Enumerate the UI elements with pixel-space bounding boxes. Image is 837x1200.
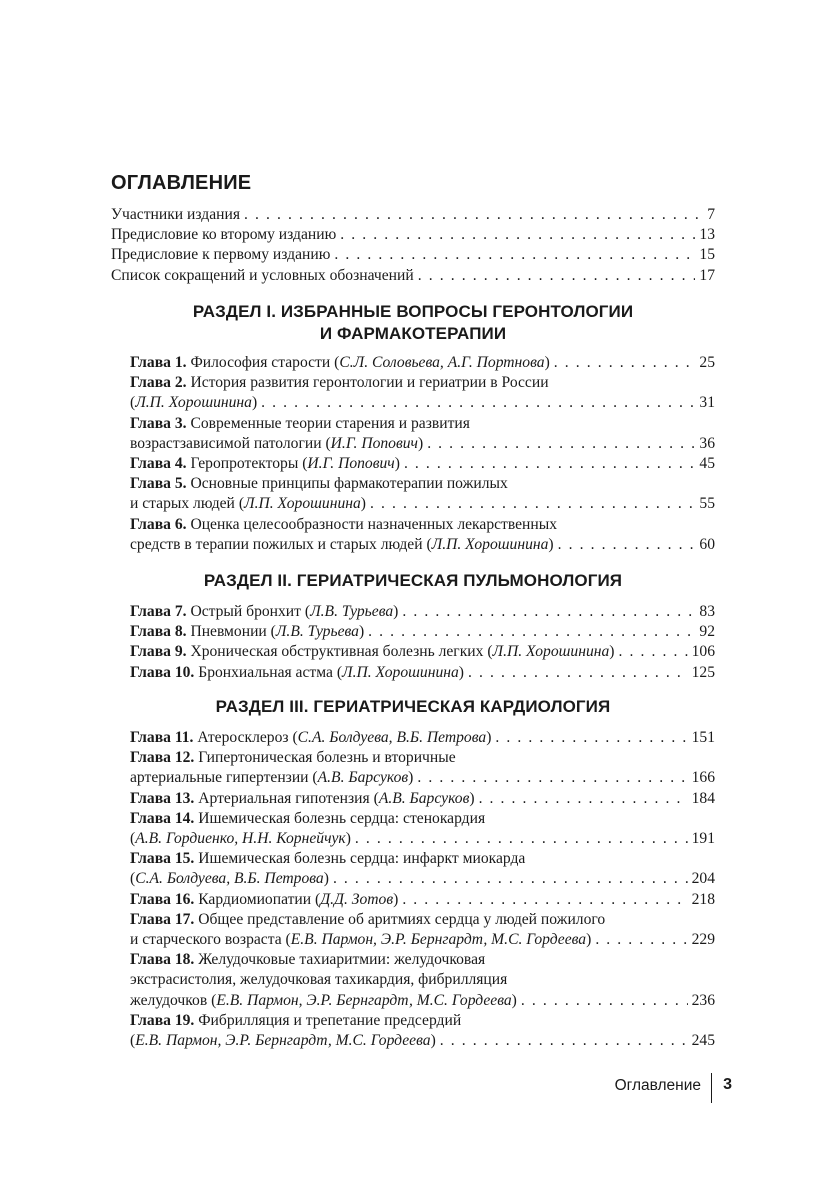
chapter-entry[interactable] (130, 748, 715, 788)
chapter-authors: А.В. Барсуков (317, 769, 409, 787)
chapter-final-line (130, 642, 715, 662)
chapter-label: Глава 12. (130, 749, 195, 767)
dot-leader (404, 454, 695, 474)
chapter-label: Глава 15. (130, 850, 195, 868)
chapter-final-text: артериальные гипертензии (А.В. Барсуков) (130, 769, 414, 787)
page-number: 60 (699, 535, 715, 553)
chapter-label: Глава 18. (130, 951, 195, 969)
chapter-final-line (130, 789, 715, 809)
chapter-final-text: Глава 1. Философия старости (С.Л. Соловьева, А.Г. Портнова) (130, 354, 550, 371)
chapter-title-text: Атеросклероз (197, 729, 289, 746)
chapter-title-text: Бронхиальная астма (198, 663, 333, 681)
chapter-title-text: Основные принципы фармакотерапии пожилых (190, 475, 508, 493)
chapter-title-text: Геропротекторы (190, 455, 299, 473)
chapter-title-text: и старых людей (130, 495, 235, 513)
chapter-final-line (130, 602, 715, 622)
chapter-label: Глава 19. (130, 1011, 195, 1029)
section-chapter-list (130, 728, 715, 1051)
dot-leader (368, 622, 695, 642)
chapter-title-text: Фибрилляция и трепетание предсердий (198, 1011, 462, 1029)
chapter-title-line (130, 748, 715, 768)
chapter-entry[interactable] (130, 950, 715, 1011)
running-footer-label: Оглавление (614, 1077, 701, 1094)
chapter-title-text: Оценка целесообразности назначенных лекарственных (190, 515, 558, 533)
chapter-title-line (130, 474, 715, 494)
dot-leader (340, 225, 695, 245)
chapter-label: Глава 13. (130, 789, 195, 807)
chapter-entry[interactable] (130, 809, 715, 849)
page-number: 106 (691, 643, 715, 661)
chapter-authors: Е.В. Пармон, Э.Р. Бернгардт, М.С. Гордеева (290, 931, 587, 949)
dot-leader (244, 205, 703, 225)
chapter-final-text: (С.А. Болдуева, В.Б. Петрова) (130, 870, 329, 888)
chapter-authors: А.В. Барсуков (378, 789, 470, 807)
entry-title: Предисловие ко второму изданию (111, 226, 337, 244)
dot-leader (595, 930, 687, 950)
section-heading (111, 570, 715, 592)
chapter-title-text: экстрасистолия, желудочковая тахикардия, фибрилляция (130, 971, 508, 989)
chapter-final-text: Глава 8. Пневмонии (Л.В. Турьева) (130, 623, 365, 641)
chapter-final-text: желудочков (Е.В. Пармон, Э.Р. Бернгардт, М.С. Гордеева) (130, 991, 517, 1009)
chapter-entry[interactable] (130, 454, 715, 474)
chapter-label: Глава 3. (130, 414, 187, 432)
chapter-authors: Д.Д. Зотов (320, 890, 394, 908)
chapter-authors: Л.В. Турьева (275, 623, 359, 641)
chapter-authors: Е.В. Пармон, Э.Р. Бернгардт, М.С. Гордеева (216, 991, 512, 1009)
chapter-label: Глава 14. (130, 809, 195, 827)
page-number: 17 (699, 266, 715, 284)
page-number: 25 (699, 354, 715, 371)
dot-leader (418, 266, 696, 286)
chapter-final-line (130, 494, 715, 514)
chapter-title-text: и старческого возраста (130, 931, 282, 949)
page-number: 55 (699, 495, 715, 513)
chapter-final-line (130, 728, 715, 748)
chapter-entry[interactable] (130, 728, 715, 748)
chapter-entry[interactable] (130, 890, 715, 910)
chapter-title-text: Общее представление об аритмиях сердца у людей пожилого (198, 910, 606, 928)
chapter-final-line (130, 353, 715, 373)
chapter-title-text: Желудочковые тахиаритмии: желудочковая (198, 951, 486, 969)
chapter-title-text: Хроническая обструктивная болезнь легких (190, 643, 484, 661)
chapter-entry[interactable] (130, 602, 715, 622)
chapter-final-text: Глава 13. Артериальная гипотензия (А.В. Барсуков) (130, 789, 475, 807)
dot-leader (521, 991, 688, 1011)
section-heading-line: РАЗДЕЛ I. ИЗБРАННЫЕ ВОПРОСЫ ГЕРОНТОЛОГИИ (192, 302, 634, 321)
dot-leader (554, 353, 696, 373)
chapter-label: Глава 7. (130, 603, 187, 620)
section-heading-line: И ФАРМАКОТЕРАПИИ (319, 324, 507, 343)
chapter-final-text: Глава 10. Бронхиальная астма (Л.П. Хорошинина) (130, 663, 464, 681)
dot-leader (619, 642, 688, 662)
chapter-authors: С.Л. Соловьева, А.Г. Портнова (339, 354, 545, 371)
chapter-label: Глава 8. (130, 623, 187, 641)
chapter-title-text: Гипертоническая болезнь и вторичные (198, 749, 456, 767)
chapter-final-text: (Л.П. Хорошинина) (130, 394, 258, 412)
chapter-final-line (130, 829, 715, 849)
chapter-title-text: Кардиомиопатии (198, 890, 312, 908)
chapter-authors: Е.В. Пармон, Э.Р. Бернгардт, М.С. Гордеева (135, 1032, 431, 1050)
dot-leader (440, 1031, 688, 1051)
chapter-final-text: и старых людей (Л.П. Хорошинина) (130, 495, 366, 513)
chapter-title-line (130, 809, 715, 829)
page-number: 236 (691, 991, 715, 1009)
chapter-label: Глава 10. (130, 663, 195, 681)
page-number: 218 (691, 890, 715, 908)
chapter-final-text: и старческого возраста (Е.В. Пармон, Э.Р. Бернгардт, М.С. Гордеева) (130, 931, 592, 949)
page-number: 166 (691, 769, 715, 787)
entry-title: Участники издания (111, 206, 240, 223)
dot-leader (370, 494, 695, 514)
chapter-authors: Л.П. Хорошинина (135, 394, 252, 412)
chapter-entry[interactable] (130, 663, 715, 683)
chapter-final-text: Глава 11. Атеросклероз (С.А. Болдуева, В.Б. Петрова) (130, 729, 492, 746)
page-number: 7 (707, 206, 715, 223)
chapter-entry[interactable] (130, 642, 715, 662)
dot-leader (417, 768, 687, 788)
chapter-title-line (130, 970, 715, 990)
chapter-title-text: Пневмонии (190, 623, 267, 641)
chapter-final-line (130, 991, 715, 1011)
chapter-title-text: Острый бронхит (190, 603, 301, 620)
chapter-title-line (130, 950, 715, 970)
toc-entry[interactable] (111, 205, 715, 225)
chapter-authors: С.А. Болдуева, В.Б. Петрова (297, 729, 487, 746)
page-number: 45 (699, 455, 715, 473)
chapter-entry[interactable] (130, 910, 715, 950)
chapter-final-text: (Е.В. Пармон, Э.Р. Бернгардт, М.С. Гордеева) (130, 1032, 436, 1050)
chapter-final-line (130, 890, 715, 910)
dot-leader (479, 789, 688, 809)
chapter-entry[interactable] (130, 474, 715, 514)
dot-leader (334, 245, 695, 265)
dot-leader (468, 663, 688, 683)
chapter-title-text: История развития геронтологии и гериатрии в России (190, 374, 549, 392)
chapter-entry[interactable] (130, 414, 715, 454)
page-number: 13 (699, 226, 715, 244)
chapter-title-text: Философия старости (190, 354, 331, 371)
dot-leader (355, 829, 688, 849)
footer-divider (711, 1073, 712, 1103)
chapter-title-line (130, 910, 715, 930)
chapter-title-text: средств в терапии пожилых и старых людей (130, 535, 423, 553)
chapter-title-text: артериальные гипертензии (130, 769, 309, 787)
toc-entry[interactable] (111, 266, 715, 286)
chapter-entry[interactable] (130, 515, 715, 555)
chapter-final-text: (А.В. Гордиенко, Н.Н. Корнейчук) (130, 830, 351, 848)
chapter-authors: А.В. Гордиенко, Н.Н. Корнейчук (135, 830, 346, 848)
chapter-authors: Л.П. Хорошинина (492, 643, 610, 661)
chapter-final-line (130, 535, 715, 555)
chapter-final-line (130, 393, 715, 413)
chapter-label: Глава 1. (130, 354, 187, 371)
page-number: 92 (699, 623, 715, 641)
folio-page-number: 3 (723, 1076, 732, 1093)
entry-title: Предисловие к первому изданию (111, 246, 331, 264)
chapter-final-text: Глава 9. Хроническая обструктивная болезнь легких (Л.П. Хорошинина) (130, 643, 615, 661)
chapter-final-line (130, 768, 715, 788)
page-number: 125 (691, 663, 715, 681)
chapter-authors: С.А. Болдуева, В.Б. Петрова (135, 870, 324, 888)
chapter-entry[interactable] (130, 849, 715, 889)
chapter-final-text: Глава 4. Геропротекторы (И.Г. Попович) (130, 455, 400, 473)
chapter-title-line (130, 1011, 715, 1031)
chapter-label: Глава 17. (130, 910, 195, 928)
chapter-entry[interactable] (130, 622, 715, 642)
chapter-title-line (130, 515, 715, 535)
chapter-final-text: Глава 7. Острый бронхит (Л.В. Турьева) (130, 603, 399, 620)
chapter-title-text: возрастзависимой патологии (130, 434, 322, 452)
dot-leader (558, 535, 696, 555)
chapter-label: Глава 4. (130, 455, 187, 473)
chapter-final-text: возрастзависимой патологии (И.Г. Попович) (130, 434, 424, 452)
chapter-entry[interactable] (130, 1011, 715, 1051)
chapter-title-text: желудочков (130, 991, 208, 1009)
page-number: 36 (699, 434, 715, 452)
page-number: 204 (691, 870, 715, 888)
chapter-label: Глава 5. (130, 475, 187, 493)
chapter-authors: Л.П. Хорошинина (342, 663, 459, 681)
chapter-final-text: Глава 16. Кардиомиопатии (Д.Д. Зотов) (130, 890, 399, 908)
dot-leader (427, 434, 695, 454)
chapter-label: Глава 11. (130, 729, 194, 746)
chapter-final-line (130, 1031, 715, 1051)
chapter-title-text: Ишемическая болезнь сердца: инфаркт миокарда (198, 850, 526, 868)
chapter-label: Глава 2. (130, 374, 187, 392)
dot-leader (261, 393, 695, 413)
section-heading (111, 696, 715, 718)
chapter-final-line (130, 622, 715, 642)
page-footer (560, 1073, 740, 1103)
chapter-entry[interactable] (130, 789, 715, 809)
chapter-authors: Л.В. Турьева (310, 603, 394, 620)
page-number: 83 (699, 603, 715, 620)
dot-leader (495, 728, 687, 748)
chapter-title-text: Современные теории старения и развития (190, 414, 470, 432)
page-number: 184 (691, 789, 715, 807)
chapter-title-line (130, 414, 715, 434)
section-chapter-list (130, 602, 715, 683)
chapter-title-text: Артериальная гипотензия (198, 789, 370, 807)
section-heading-line: РАЗДЕЛ II. ГЕРИАТРИЧЕСКАЯ ПУЛЬМОНОЛОГИЯ (203, 571, 623, 590)
chapter-final-line (130, 869, 715, 889)
section-heading-line: РАЗДЕЛ III. ГЕРИАТРИЧЕСКАЯ КАРДИОЛОГИЯ (215, 697, 611, 716)
chapter-authors: Л.П. Хорошинина (244, 495, 361, 513)
dot-leader (402, 890, 687, 910)
dot-leader (333, 869, 688, 889)
chapter-title-text: Ишемическая болезнь сердца: стенокардия (198, 809, 486, 827)
page-title: ОГЛАВЛЕНИЕ (111, 172, 252, 194)
page-number: 151 (691, 729, 715, 746)
page-number: 229 (691, 931, 715, 949)
section-chapter-list (130, 353, 715, 555)
chapter-label: Глава 6. (130, 515, 187, 533)
toc-entry[interactable] (111, 245, 715, 265)
chapter-authors: И.Г. Попович (330, 434, 418, 452)
chapter-entry[interactable] (130, 353, 715, 373)
chapter-final-line (130, 434, 715, 454)
entry-title: Список сокращений и условных обозначений (111, 266, 414, 284)
page-number: 245 (691, 1032, 715, 1050)
section-heading (111, 301, 715, 345)
dot-leader (402, 602, 695, 622)
chapter-final-line (130, 663, 715, 683)
chapter-title-line (130, 849, 715, 869)
front-matter-list (111, 205, 715, 286)
chapter-label: Глава 16. (130, 890, 195, 908)
page-number: 191 (691, 830, 715, 848)
chapter-title-line (130, 373, 715, 393)
chapter-authors: И.Г. Попович (307, 455, 395, 473)
chapter-authors: Л.П. Хорошинина (431, 535, 549, 553)
chapter-final-line (130, 930, 715, 950)
chapter-final-line (130, 454, 715, 474)
chapter-entry[interactable] (130, 373, 715, 413)
page-number: 15 (699, 246, 715, 264)
toc-entry[interactable] (111, 225, 715, 245)
page-number: 31 (699, 394, 715, 412)
chapter-label: Глава 9. (130, 643, 187, 661)
chapter-final-text: средств в терапии пожилых и старых людей (Л.П. Хорошинина) (130, 535, 554, 553)
